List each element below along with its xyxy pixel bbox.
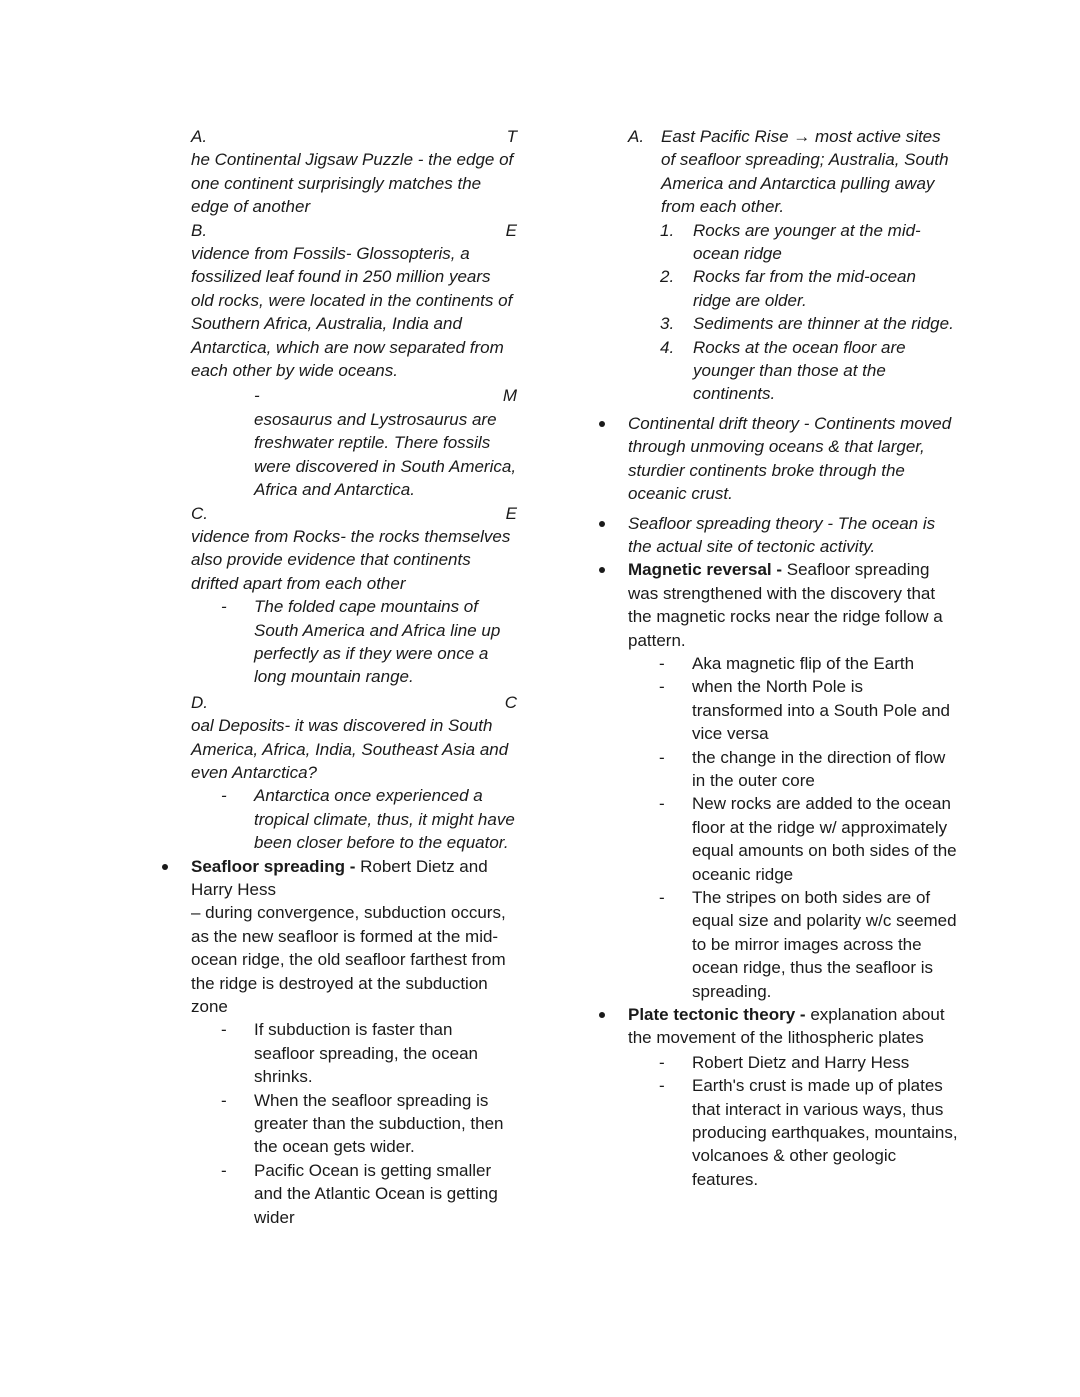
seafloor-subs xyxy=(191,1018,517,1229)
item-text: Sediments are thinner at the ridge. xyxy=(693,314,954,334)
bullet-dot xyxy=(599,567,605,573)
sub-text: The stripes on both sides are of equal size and polarity w/c seemed to be mirror images across the ocean ridge, thus the seafloor is spreading. xyxy=(692,888,957,1001)
dash-marker: - xyxy=(659,1076,665,1096)
section-a-jigsaw xyxy=(191,125,517,219)
section-a-label: A. xyxy=(191,127,208,146)
dash-marker: - xyxy=(659,653,665,673)
section-c-initial: E xyxy=(505,503,517,523)
bullet-plate-tectonic-theory xyxy=(628,1003,958,1191)
dash-marker: - xyxy=(221,597,227,617)
section-d-body: oal Deposits- it was discovered in South America, Africa, India, Southeast Asia and even Antarctica? xyxy=(191,716,509,782)
section-c-rocks xyxy=(191,502,517,689)
list-item xyxy=(659,1074,958,1191)
sub-text: Earth's crust is made up of plates that interact in various ways, thus producing earthquakes, mountains, volcanoes & other geologic features. xyxy=(692,1076,958,1189)
section-d-header xyxy=(191,691,517,714)
dash-marker: - xyxy=(221,1020,227,1040)
sub-initial: M xyxy=(502,386,517,406)
item-number: 4. xyxy=(660,337,675,357)
sub-text: when the North Pole is transformed into a South Pole and vice versa xyxy=(692,677,950,744)
dash-marker: - xyxy=(221,1090,227,1110)
section-c-label: C. xyxy=(191,503,208,523)
magnetic-description: Seafloor spreading was strengthened with the discovery that the magnetic rocks near the ridge follow a pattern. xyxy=(628,560,943,650)
list-item xyxy=(659,652,958,675)
sub-text: Robert Dietz and Harry Hess xyxy=(692,1052,910,1072)
dash-marker: - xyxy=(221,786,227,806)
sub-text: the change in the direction of flow in the outer core xyxy=(692,747,946,790)
magnetic-subs xyxy=(628,652,958,1003)
list-item xyxy=(221,784,517,854)
left-column xyxy=(191,125,517,1229)
bullet-seafloor-spreading xyxy=(191,855,517,1230)
section-b-fossils xyxy=(191,219,517,502)
bullet-magnetic-reversal xyxy=(628,558,958,1003)
seafloor-authors: Robert Dietz and Harry Hess xyxy=(191,856,488,899)
section-a-body: he Continental Jigsaw Puzzle - the edge of one continent surprisingly matches the edge of another xyxy=(191,150,514,217)
item-number: 2. xyxy=(660,267,675,287)
dash-marker: - xyxy=(659,888,665,907)
sub-text: Antarctica once experienced a tropical climate, thus, it might have been closer before to the equator. xyxy=(254,786,515,853)
list-item xyxy=(628,219,958,266)
list-item xyxy=(628,336,958,406)
section-text: East Pacific Rise → most active sites of seafloor spreading; Australia, South America and Antarctica pulling away from each other. xyxy=(661,127,949,217)
plate-subs xyxy=(628,1051,958,1191)
dash-marker: - xyxy=(659,677,665,697)
section-b-header xyxy=(191,219,517,242)
list-item xyxy=(659,675,958,745)
list-item xyxy=(221,1089,517,1159)
bullet-seafloor-spreading-theory xyxy=(628,512,958,559)
right-column xyxy=(628,125,958,1191)
item-number: 1. xyxy=(660,220,675,240)
section-c-header xyxy=(191,502,517,525)
bullet-dot xyxy=(599,1012,605,1018)
list-item xyxy=(628,312,958,335)
item-text: Rocks at the ocean floor are younger than those at the continents. xyxy=(693,337,906,404)
sub-text: Aka magnetic flip of the Earth xyxy=(692,653,915,673)
term-seafloor-spreading: Seafloor spreading - xyxy=(191,856,356,876)
list-item xyxy=(221,1159,517,1229)
section-c-body: vidence from Rocks- the rocks themselves also provide evidence that continents drifted apart from each other xyxy=(191,526,511,593)
section-b-subs xyxy=(191,384,517,501)
section-d-coal xyxy=(191,691,517,855)
list-item xyxy=(659,792,958,886)
plate-description: explanation about the movement of the lithospheric plates xyxy=(628,1005,945,1048)
dash-marker: - xyxy=(659,794,665,814)
dash-marker: - xyxy=(659,747,665,767)
term-plate-tectonic: Plate tectonic theory - xyxy=(628,1005,806,1025)
sub-text: esosaurus and Lystrosaurus are freshwater reptile. There fossils were discovered in South America, Africa and Antarctica. xyxy=(254,409,517,500)
section-b-label: B. xyxy=(191,220,208,240)
list-item xyxy=(628,265,958,312)
section-d-subs xyxy=(191,784,517,854)
sub-text: Pacific Ocean is getting smaller and the Atlantic Ocean is getting wider xyxy=(254,1160,498,1227)
section-d-initial: C xyxy=(504,692,517,712)
section-east-pacific-rise xyxy=(628,125,958,219)
sub-text: When the seafloor spreading is greater than the subduction, then the ocean gets wider. xyxy=(254,1090,504,1157)
section-a-header xyxy=(191,125,517,148)
dash-marker: - xyxy=(659,1052,665,1072)
sub-text: The folded cape mountains of South America and Africa line up perfectly as if they were once a long mountain range. xyxy=(254,597,501,687)
dash-marker: - xyxy=(221,1160,227,1180)
list-item xyxy=(659,1051,958,1074)
list-item xyxy=(221,595,517,689)
dash-marker: - xyxy=(254,386,260,406)
spreading-text: Seafloor spreading theory - The ocean is the actual site of tectonic activity. xyxy=(628,513,936,556)
bullet-continental-drift xyxy=(628,412,958,506)
section-c-subs xyxy=(191,595,517,689)
item-number: 3. xyxy=(660,314,675,334)
list-item xyxy=(254,384,517,501)
item-text: Rocks are younger at the mid-ocean ridge xyxy=(693,220,921,264)
drift-text: Continental drift theory - Continents moved through unmoving oceans & that larger, sturdier continents broke through the oceanic crust. xyxy=(628,413,952,504)
section-label: A. xyxy=(628,127,645,146)
term-magnetic-reversal: Magnetic reversal - xyxy=(628,560,783,580)
bullet-dot xyxy=(162,864,168,870)
list-item xyxy=(221,1018,517,1088)
bullet-dot xyxy=(599,521,605,527)
section-b-body: vidence from Fossils- Glossopteris, a fossilized leaf found in 250 million years old rocks, were located in the continents of Southern Africa, Australia, India and Antarctica, which are now separated from each other by wide oceans. xyxy=(191,244,513,381)
rise-numbered-list xyxy=(628,219,958,406)
section-d-label: D. xyxy=(191,692,208,712)
item-text: Rocks far from the mid-ocean ridge are older. xyxy=(693,267,916,310)
list-item xyxy=(659,886,958,1003)
sub-text: If subduction is faster than seafloor spreading, the ocean shrinks. xyxy=(254,1020,478,1087)
seafloor-description: – during convergence, subduction occurs, as the new seafloor is formed at the mid-ocean ridge, the old seafloor farthest from the ridge is destroyed at the subduction zone xyxy=(191,903,506,1017)
section-b-initial: E xyxy=(505,220,517,240)
list-item xyxy=(659,746,958,793)
section-a-initial: T xyxy=(506,127,517,146)
sub-text: New rocks are added to the ocean floor at the ridge w/ approximately equal amounts on both sides of the oceanic ridge xyxy=(692,794,957,884)
bullet-dot xyxy=(599,421,605,427)
